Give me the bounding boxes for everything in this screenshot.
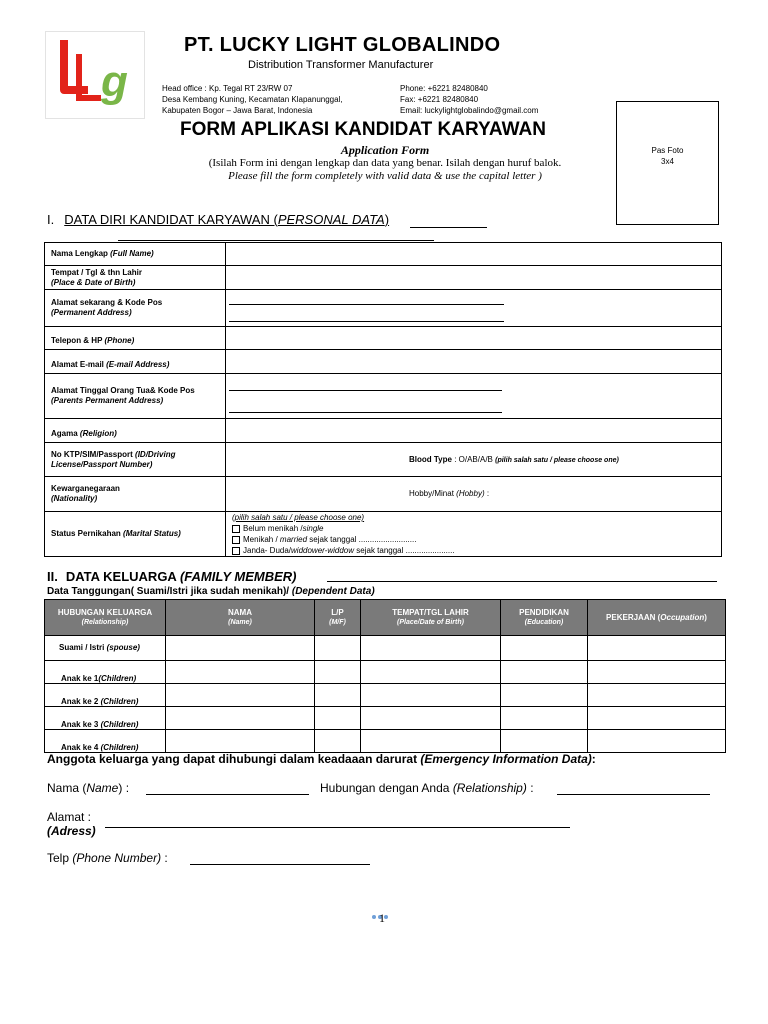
table-row [45,661,726,684]
table-cell[interactable] [166,730,315,753]
dependent-data-label: Data Tanggungan( Suami/Istri jika sudah menikah)/ (Dependent Data) [47,586,375,597]
hobby-label: Hobby/Minat (Hobby) : [409,489,490,498]
table-cell[interactable] [361,730,501,753]
table-cell[interactable] [315,707,361,730]
row-label: Anak ke 2 (Children) [45,684,166,707]
full-name-field[interactable] [226,243,722,266]
section-family-title: II. DATA KELUARGA (FAMILY MEMBER) [47,569,297,584]
field-label: Telepon & HP (Phone) [45,327,226,350]
column-header: HUBUNGAN KELUARGA (Relationship) [45,600,166,636]
table-cell[interactable] [166,707,315,730]
personal-data-table [44,242,722,557]
table-cell[interactable] [315,661,361,684]
emergency-phone-input[interactable] [190,864,370,865]
column-header: PEKERJAAN (Occupation) [588,600,726,636]
table-row [45,707,726,730]
svg-text:g: g [101,57,128,106]
checkbox-icon [232,525,240,533]
section-underline [410,227,487,228]
table-cell[interactable] [315,684,361,707]
field-label: Kewarganegaraan (Nationality) [45,477,226,512]
religion-field[interactable] [226,419,722,443]
table-cell[interactable] [166,636,315,661]
marital-option-widowed[interactable]: Janda- Duda/widdower-widdow sejak tanggal ...................... [232,546,455,555]
field-line [229,321,504,322]
nationality-field[interactable] [226,477,722,512]
phone-field[interactable] [226,327,722,350]
table-cell[interactable] [588,707,726,730]
photo-label: Pas Foto [651,146,684,155]
photo-size: 3x4 [661,157,674,166]
company-name: PT. LUCKY LIGHT GLOBALINDO [184,34,501,56]
instruction-en: Please fill the form completely with valid data & use the capital letter ) [228,170,542,182]
table-cell[interactable] [166,684,315,707]
row-label: Anak ke 1(Children) [45,661,166,684]
table-cell[interactable] [501,707,588,730]
table-cell[interactable] [166,661,315,684]
birth-field[interactable] [226,266,722,290]
instruction-id: (Isilah Form ini dengan lengkap dan data yang benar. Isilah dengan huruf balok. [208,157,562,169]
table-cell[interactable] [501,730,588,753]
table-cell[interactable] [501,636,588,661]
emergency-relationship-label: Hubungan dengan Anda (Relationship) : [320,781,534,795]
photo-box[interactable] [616,101,719,225]
table-cell[interactable] [361,661,501,684]
row-label: Anak ke 4 (Children) [45,730,166,753]
table-row [45,512,722,557]
emergency-name-label: Nama (Name) : [47,781,130,795]
table-row [45,243,722,266]
table-cell[interactable] [361,684,501,707]
marital-status-field [226,512,722,557]
field-label: No KTP/SIM/Passport (ID/Driving License/Passport Number) [45,443,226,477]
table-row [45,477,722,512]
company-address: Head office : Kp. Tegal RT 23/RW 07 Desa Kembang Kuning, Kecamatan Klapanunggal, Kabupaten Bogor – Jawa Barat, Indonesia [162,84,343,115]
column-header: L/P (M/F) [315,600,361,636]
family-table [44,599,726,753]
field-line [229,390,502,391]
table-cell[interactable] [315,636,361,661]
checkbox-icon [232,536,240,544]
emergency-address-input[interactable] [105,827,570,828]
table-cell[interactable] [588,684,726,707]
table-row [45,350,722,374]
table-row [45,419,722,443]
field-label: Tempat / Tgl & thn Lahir (Place & Date of Birth) [45,266,226,290]
blood-type-label: Blood Type [409,455,452,464]
table-cell[interactable] [315,730,361,753]
column-header: PENDIDIKAN (Education) [501,600,588,636]
field-label: Alamat E-mail (E-mail Address) [45,350,226,374]
row-label: Suami / Istri (spouse) [45,636,166,661]
company-contact: Phone: +6221 82480840 Fax: +6221 82480840 Email: luckylightglobalindo@gmail.com [400,84,539,115]
checkbox-icon [232,547,240,555]
emergency-name-input[interactable] [146,794,309,795]
table-header-row [45,600,726,636]
email-field[interactable] [226,350,722,374]
table-cell[interactable] [588,661,726,684]
field-label: Agama (Religion) [45,419,226,443]
table-row [45,443,722,477]
id-number-field[interactable]: Blood Type : O/AB/A/B (pilih salah satu / please choose one) [226,443,722,477]
emergency-address-label: Alamat : (Adress) [47,810,96,838]
table-cell[interactable] [501,684,588,707]
emergency-title: Anggota keluarga yang dapat dihubungi dalam keadaaan darurat (Emergency Information Data): [47,752,596,766]
marital-hint: (pilih salah satu / please choose one) [232,513,365,522]
table-row [45,730,726,753]
company-subtitle: Distribution Transformer Manufacturer [248,59,434,71]
marital-option-married[interactable]: Menikah / married sejak tanggal .......................... [232,535,416,544]
table-row [45,684,726,707]
table-cell[interactable] [361,636,501,661]
marital-option-single[interactable]: Belum menikah /single [232,524,324,533]
field-label: Status Pernikahan (Marital Status) [45,512,226,557]
row-label: Anak ke 3 (Children) [45,707,166,730]
table-cell[interactable] [588,730,726,753]
section-underline [118,240,434,241]
section-underline [327,581,717,582]
field-label: Alamat sekarang & Kode Pos (Permanent Address) [45,290,226,327]
table-cell[interactable] [361,707,501,730]
table-row [45,266,722,290]
emergency-phone-label: Telp (Phone Number) : [47,851,168,865]
field-line [229,412,502,413]
form-subtitle: Application Form [340,143,430,157]
table-row [45,327,722,350]
table-row [45,636,726,661]
page-number: 1 [379,911,385,925]
field-label: Alamat Tinggal Orang Tua& Kode Pos (Parents Permanent Address) [45,374,226,419]
column-header: NAMA (Name) [166,600,315,636]
field-label: Nama Lengkap (Full Name) [45,243,226,266]
table-cell[interactable] [501,661,588,684]
field-line [229,304,504,305]
company-logo [45,31,145,119]
column-header: TEMPAT/TGL LAHIR (Place/Date of Birth) [361,600,501,636]
section-personal-title: I. DATA DIRI KANDIDAT KARYAWAN (PERSONAL DATA) [47,212,390,227]
emergency-relationship-input[interactable] [557,794,710,795]
form-title: FORM APLIKASI KANDIDAT KARYAWAN [180,119,546,140]
table-cell[interactable] [588,636,726,661]
